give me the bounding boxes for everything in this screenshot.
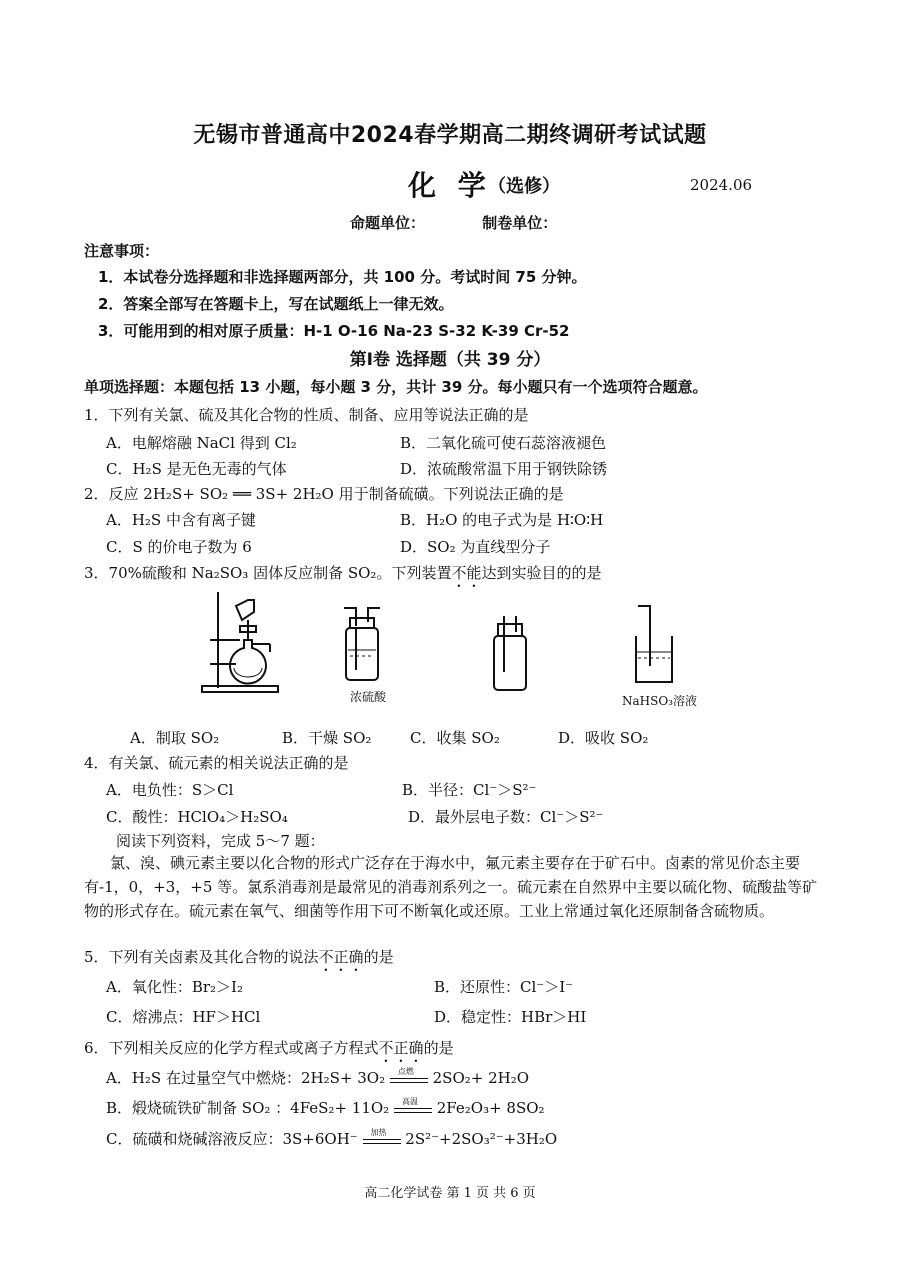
q6-stem-pre: 6．下列相关反应的化学方程式或离子方程式 — [84, 1039, 379, 1057]
q6-option-a — [106, 1067, 529, 1088]
q4-option-c: C．酸性：HClO₄＞H₂SO₄ — [106, 808, 288, 826]
q5-option-a: A．氧化性：Br₂＞I₂ — [106, 978, 243, 996]
q3-option-c: C．收集 SO₂ — [410, 729, 500, 747]
q2-option-c: C．S 的价电子数为 6 — [106, 538, 252, 556]
q6-b-products: 2Fe₂O₃+ 8SO₂ — [436, 1099, 545, 1117]
q3-option-b: B．干燥 SO₂ — [282, 729, 372, 747]
apparatus-a-generator-icon — [196, 588, 286, 696]
q3-stem-post: 达到实验目的的是 — [481, 564, 602, 582]
q1-option-a: A．电解熔融 NaCl 得到 Cl₂ — [106, 434, 297, 452]
q4-stem: 4．有关氯、硫元素的相关说法正确的是 — [84, 754, 349, 772]
q2-option-d: D．SO₂ 为直线型分子 — [400, 538, 551, 556]
apparatus-d-beaker-icon — [632, 596, 676, 686]
q6-b-condition: 高温 — [401, 1097, 418, 1106]
q4-option-b: B．半径：Cl⁻＞S²⁻ — [402, 781, 537, 799]
reading-intro: 阅读下列资料，完成 5～7 题： — [116, 832, 325, 850]
q6-a-products: 2SO₂+ 2H₂O — [432, 1069, 530, 1087]
q3-stem — [84, 562, 601, 591]
q6-stem-post: 的是 — [423, 1039, 454, 1057]
q5-stem — [84, 946, 394, 975]
subject-name: 化 学 — [408, 169, 492, 202]
q5-stem-emphasis: 不正确 — [318, 948, 364, 966]
q6-c-condition: 加热 — [370, 1128, 387, 1137]
exam-date: 2024.06 — [690, 176, 753, 194]
q2-option-a: A．H₂S 中含有离子键 — [106, 511, 256, 529]
notice-item-3: 3．可能用到的相对原子质量：H-1 O-16 Na-23 S-32 K-39 Cr-52 — [98, 322, 570, 340]
q5-stem-pre: 5．下列有关卤素及其化合物的说法 — [84, 948, 319, 966]
q1-stem: 1．下列有关氯、硫及其化合物的性质、制备、应用等说法正确的是 — [84, 406, 529, 424]
q2-stem: 2．反应 2H₂S+ SO₂ ══ 3S+ 2H₂O 用于制备硫磺。下列说法正确的是 — [84, 485, 564, 503]
q3-option-d: D．吸收 SO₂ — [558, 729, 649, 747]
unit-label-2: 制卷单位： — [482, 214, 558, 232]
q4-option-a: A．电负性：S＞Cl — [106, 781, 234, 799]
q6-stem — [84, 1037, 454, 1066]
apparatus-b-label: 浓硫酸 — [350, 690, 387, 704]
q1-option-c: C．H₂S 是无色无毒的气体 — [106, 460, 287, 478]
q6-b-arrow — [394, 1097, 432, 1116]
q3-stem-emphasis: 不能 — [451, 564, 482, 582]
q1-option-d: D．浓硫酸常温下用于钢铁除锈 — [400, 460, 608, 478]
q6-b-reactants: B．煅烧硫铁矿制备 SO₂ ：4FeS₂+ 11O₂ — [106, 1099, 390, 1117]
notice-item-1: 1．本试卷分选择题和非选择题两部分，共 100 分。考试时间 75 分钟。 — [98, 268, 587, 286]
q1-option-b: B．二氧化硫可使石蕊溶液褪色 — [400, 434, 607, 452]
q4-option-d: D．最外层电子数：Cl⁻＞S²⁻ — [408, 808, 604, 826]
q6-b-equals-line — [394, 1108, 432, 1113]
issuing-units — [350, 212, 609, 233]
q6-c-arrow — [363, 1128, 401, 1147]
subject-note: （选修） — [488, 176, 560, 197]
apparatus-c-collecting-bottle-icon — [490, 612, 530, 692]
notice-heading: 注意事项： — [84, 242, 160, 260]
reading-text: 氯、溴、碘元素主要以化合物的形式广泛存在于海水中，氟元素主要存在于矿石中。卤素的常见价态主要有-1，0，+3，+5 等。氯系消毒剂是最常见的消毒剂系列之一。硫元素在自然界中主要以硫化物、硫酸盐等矿物的形式存在。硫元素在氧气、细菌等作用下可不断氧化或还原。工业上常通过氧化还原制备含硫物质。 — [84, 854, 818, 920]
q6-a-reactants: A．H₂S 在过量空气中燃烧：2H₂S+ 3O₂ — [106, 1069, 386, 1087]
q6-a-condition: 点燃 — [397, 1067, 414, 1076]
notice-item-2: 2．答案全部写在答题卡上，写在试题纸上一律无效。 — [98, 295, 454, 313]
unit-label-1: 命题单位： — [350, 214, 426, 232]
q5-option-d: D．稳定性：HBr＞HI — [434, 1008, 587, 1026]
q6-stem-emphasis: 不正确 — [378, 1039, 424, 1057]
q3-option-a: A．制取 SO₂ — [130, 729, 220, 747]
q6-a-arrow — [390, 1067, 428, 1086]
q6-c-products: 2S²⁻+2SO₃²⁻+3H₂O — [405, 1130, 558, 1148]
q5-option-c: C．熔沸点：HF＞HCl — [106, 1008, 261, 1026]
q6-a-equals-line — [390, 1078, 428, 1083]
q2-option-b: B．H₂O 的电子式为是 H∶O∶H — [400, 511, 604, 529]
page-footer: 高二化学试卷 第 1 页 共 6 页 — [364, 1186, 536, 1201]
section-instruction: 单项选择题：本题包括 13 小题，每小题 3 分，共计 39 分。每小题只有一个选项符合题意。 — [84, 378, 708, 396]
q6-option-c — [106, 1128, 557, 1149]
q6-c-reactants: C．硫磺和烧碱溶液反应：3S+6OH⁻ — [106, 1130, 358, 1148]
section-title: 第Ⅰ卷 选择题（共 39 分） — [349, 350, 551, 370]
q3-stem-pre: 3．70%硫酸和 Na₂SO₃ 固体反应制备 SO₂。下列装置 — [84, 564, 452, 582]
q5-option-b: B．还原性：Cl⁻＞I⁻ — [434, 978, 574, 996]
exam-title: 无锡市普通高中2024春学期高二期终调研考试试题 — [193, 123, 707, 148]
q6-c-equals-line — [363, 1139, 401, 1144]
apparatus-d-label: NaHSO₃溶液 — [622, 694, 697, 708]
q5-stem-post: 的是 — [363, 948, 394, 966]
apparatus-b-wash-bottle-icon — [340, 604, 384, 684]
q6-option-b — [106, 1097, 545, 1118]
